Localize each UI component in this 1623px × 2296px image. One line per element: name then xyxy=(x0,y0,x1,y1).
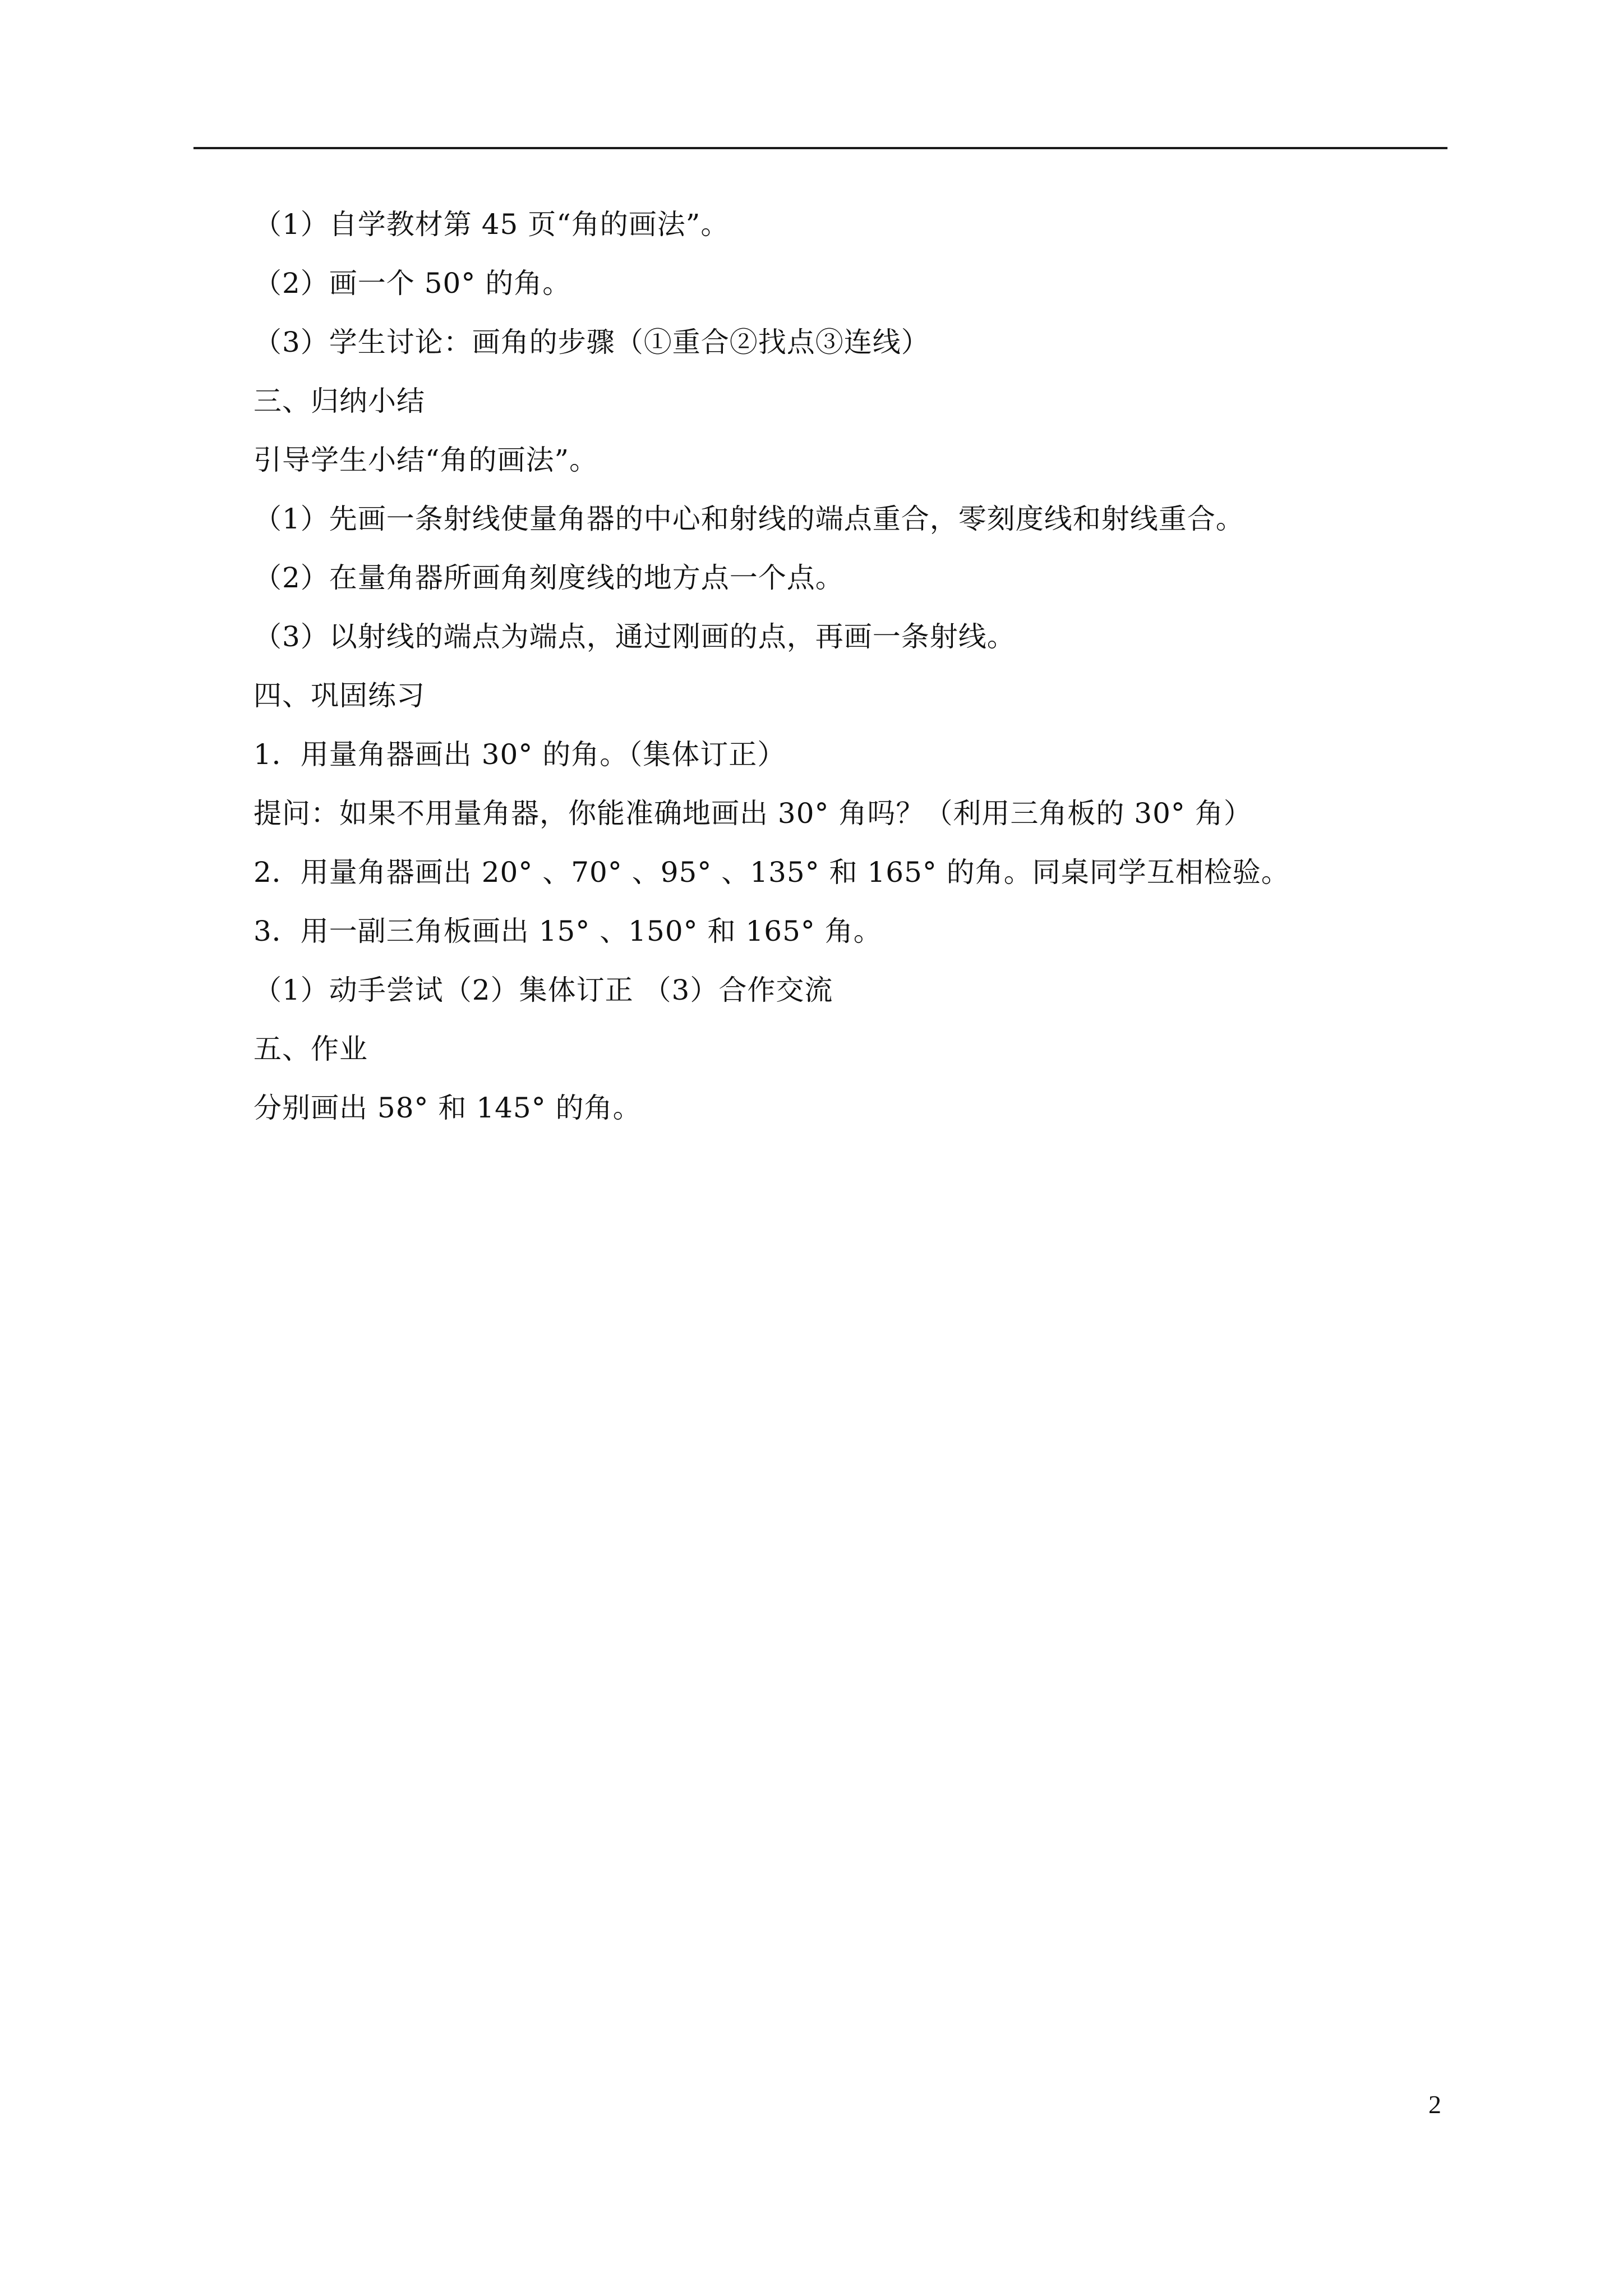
practice-item-1: 1．用量角器画出 30° 的角。（集体订正） xyxy=(253,738,786,771)
practice-question: 提问：如果不用量角器，你能准确地画出 30° 角吗？（利用三角板的 30° 角） xyxy=(253,797,1252,830)
page-number: 2 xyxy=(1428,2090,1441,2119)
practice-item-2: 2．用量角器画出 20° 、70° 、95° 、135° 和 165° 的角。同桌同学互相检验。 xyxy=(253,856,1290,889)
step-self-study: （1）自学教材第 45 页“角的画法”。 xyxy=(253,208,730,241)
document-body xyxy=(253,195,1448,1138)
homework-task: 分别画出 58° 和 145° 的角。 xyxy=(253,1092,642,1124)
summary-step-2: （2）在量角器所画角刻度线的地方点一个点。 xyxy=(253,562,844,594)
practice-activities: （1）动手尝试（2）集体订正 （3）合作交流 xyxy=(253,974,833,1006)
header-rule xyxy=(193,147,1447,149)
section-heading-homework: 五、作业 xyxy=(253,1033,368,1065)
summary-step-1: （1）先画一条射线使量角器的中心和射线的端点重合，零刻度线和射线重合。 xyxy=(253,503,1244,535)
section-heading-summary: 三、归纳小结 xyxy=(253,385,425,417)
summary-step-3: （3）以射线的端点为端点，通过刚画的点，再画一条射线。 xyxy=(253,620,1016,653)
practice-item-3: 3．用一副三角板画出 15° 、150° 和 165° 角。 xyxy=(253,915,882,947)
step-draw-50-degree: （2）画一个 50° 的角。 xyxy=(253,267,571,300)
section-heading-practice: 四、巩固练习 xyxy=(253,679,425,712)
summary-intro: 引导学生小结“角的画法”。 xyxy=(253,444,598,476)
step-discussion: （3）学生讨论：画角的步骤（①重合②找点③连线） xyxy=(253,326,930,358)
